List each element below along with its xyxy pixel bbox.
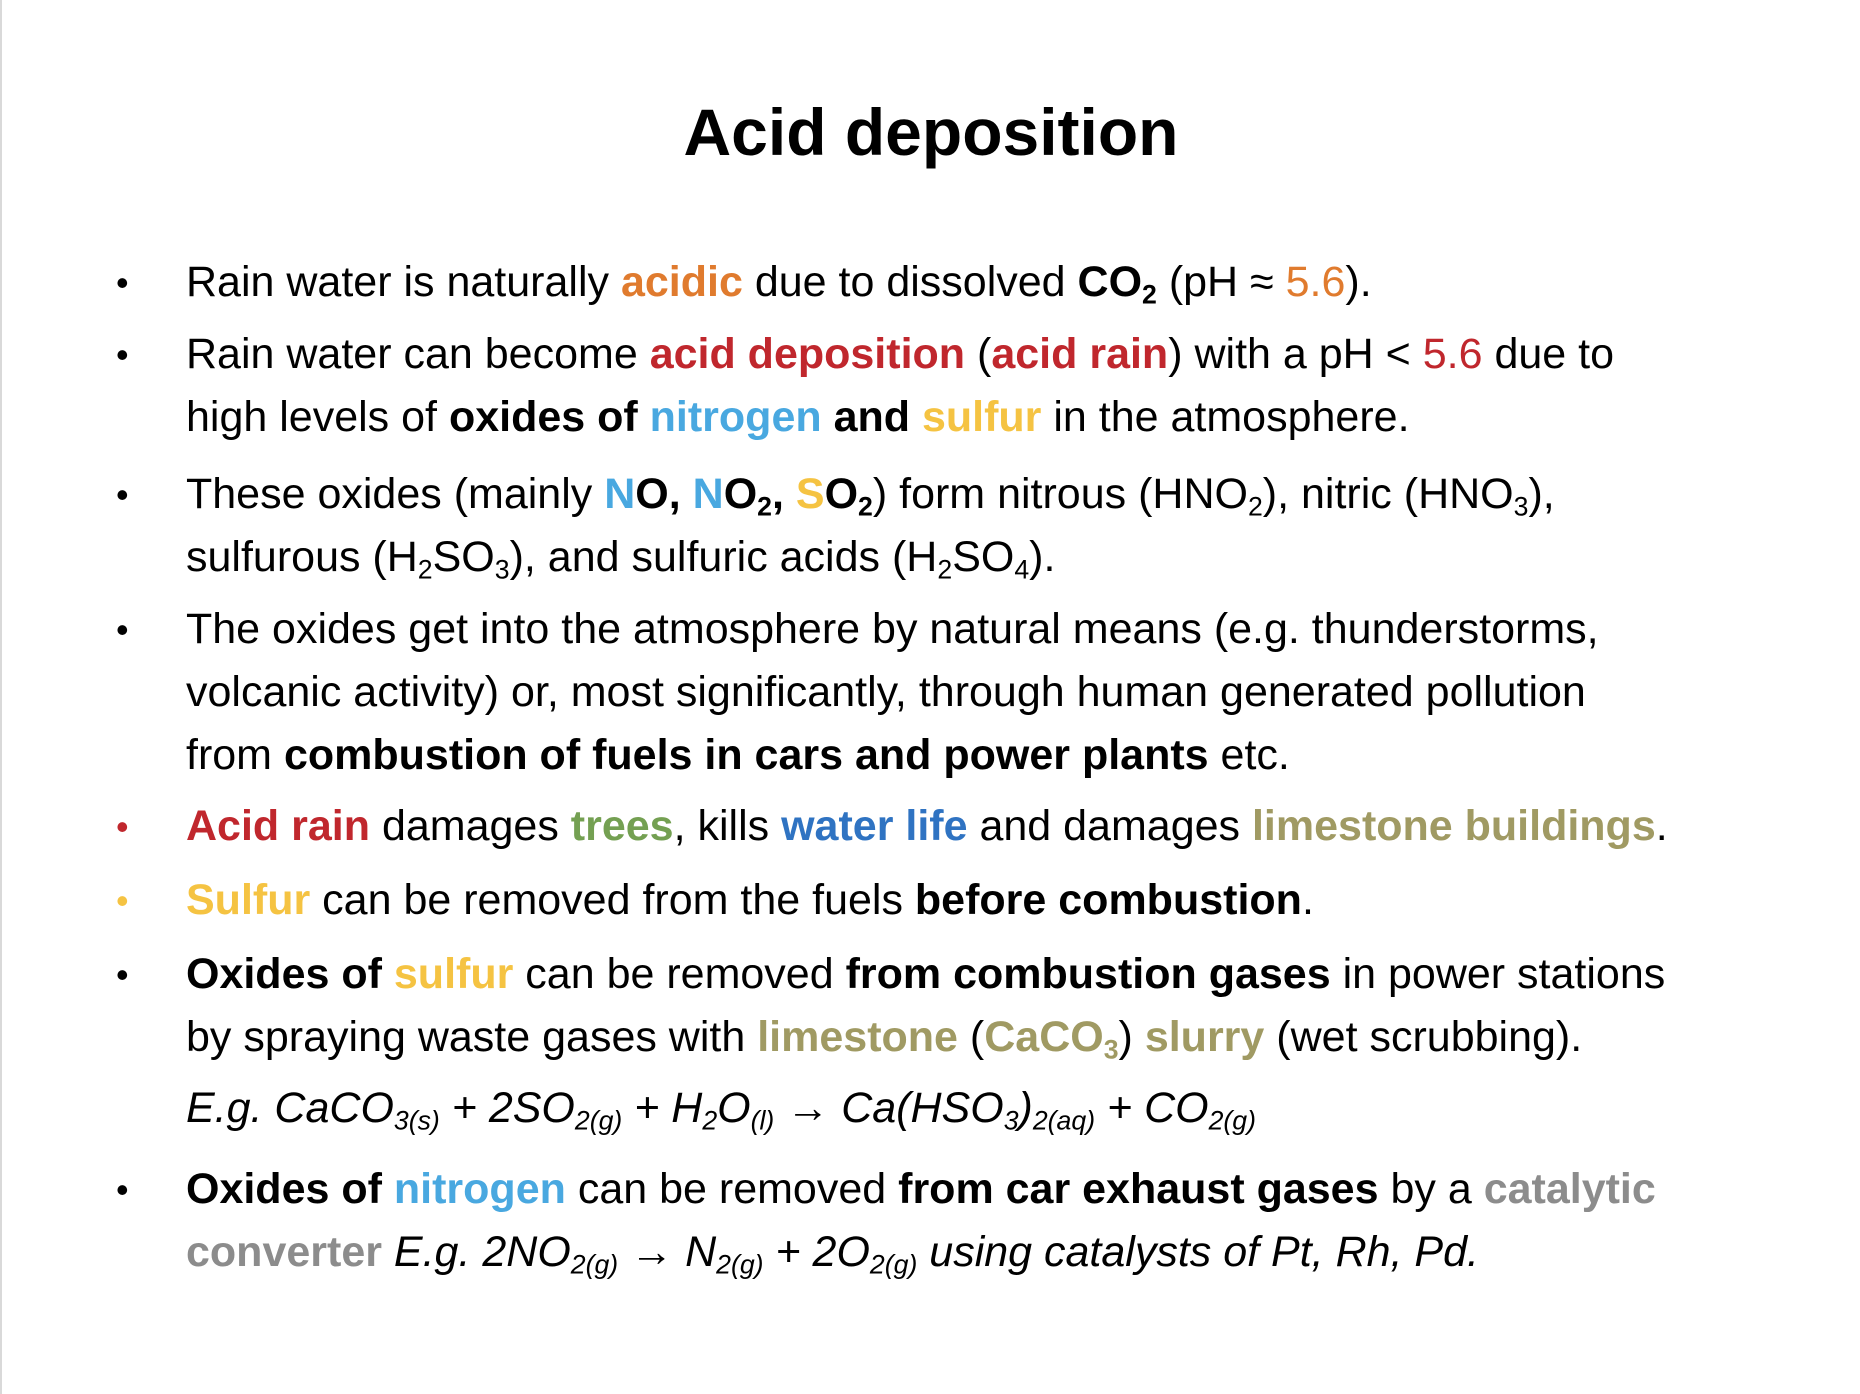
text-line: The oxides get into the atmosphere by natural means (e.g. thunderstorms,	[186, 605, 1599, 653]
text-line: Sulfur can be removed from the fuels before combustion.	[186, 876, 1314, 924]
highlight-water-life: water life	[781, 802, 968, 850]
bullet-dot: •	[116, 609, 129, 650]
text-line: sulfurous $(H_2SO_3)$, and sulfuric acids $(H_2SO_4)$.	[186, 533, 1056, 585]
text-run: ) form nitrous (HNO	[872, 470, 1248, 518]
text-line	[186, 251, 1786, 314]
text-run: ), nitric (HNO	[1262, 470, 1514, 518]
text-run: (	[965, 330, 992, 378]
bold-text: oxides of	[448, 393, 650, 441]
text-run: due to dissolved	[742, 258, 1078, 306]
formula-co2: $CO_2$	[1077, 258, 1157, 310]
text-run: due to	[1482, 330, 1614, 378]
formula-part: N	[604, 470, 636, 518]
highlight-acid-rain: Acid rain	[186, 802, 370, 850]
text-line: from combustion of fuels in cars and power plants etc.	[186, 731, 1290, 779]
bullet-item	[116, 598, 1786, 787]
highlight-converter: converter	[186, 1228, 382, 1276]
bold-text: and	[821, 393, 922, 441]
text-line	[186, 386, 1786, 449]
highlight-limestone: limestone	[757, 1013, 958, 1061]
highlight-nitrogen: nitrogen	[393, 1165, 566, 1213]
bullet-dot: •	[116, 262, 129, 303]
slide-title: Acid deposition	[683, 95, 1179, 169]
highlight-limestone-buildings: limestone buildings	[1251, 802, 1656, 850]
bold-text: Oxides of	[186, 950, 394, 998]
highlight-sulfur: Sulfur	[186, 876, 311, 924]
text-run: These oxides (mainly	[186, 470, 605, 518]
highlight-nitrogen: nitrogen	[649, 393, 822, 441]
text-run: high levels of	[186, 393, 449, 441]
highlight-catalytic: catalytic	[1483, 1165, 1656, 1213]
bullet-item	[116, 463, 1786, 589]
text-line: Oxides of nitrogen can be removed from car exhaust gases by a catalytic	[186, 1165, 1656, 1213]
equation-line: E.g. CaCO$_{3(s)}$ + $2SO_{2(g)} + H_2O_{(l)} \to Ca(HSO_3)_{2(aq)} + CO_{2(g)}$	[186, 1084, 1256, 1136]
highlight-trees: trees	[570, 802, 674, 850]
highlight-sulfur: sulfur	[393, 950, 514, 998]
text-line: by spraying waste gases with limestone (CaCO$_3$) slurry (wet scrubbing).	[186, 1013, 1583, 1065]
text-run: in the atmosphere.	[1041, 393, 1410, 441]
text-run: ),	[1528, 470, 1555, 518]
text-run: ) with a pH <	[1168, 330, 1423, 378]
text-run: Rain water is naturally	[186, 258, 621, 306]
bullet-dot: •	[116, 1169, 129, 1210]
bold-text: Oxides of	[186, 1165, 394, 1213]
formula-part: $O_2$,	[723, 470, 796, 522]
text-run: (pH ≈	[1156, 258, 1286, 306]
highlight-acid-deposition: acid deposition	[649, 330, 966, 378]
bold-text: from car exhaust gases	[898, 1165, 1379, 1213]
text-line	[186, 1221, 1786, 1284]
formula-caco3: CaCO$_3$	[984, 1013, 1119, 1065]
bold-text: before combustion	[914, 876, 1302, 924]
formula-part: $O_2$	[824, 470, 873, 522]
text-line	[186, 323, 1786, 386]
text-line: volcanic activity) or, most significantly, through human generated pollution	[186, 668, 1586, 716]
formula-part: O,	[635, 470, 693, 518]
bold-text: from combustion gases	[845, 950, 1331, 998]
ph-value: 5.6	[1422, 330, 1483, 378]
bullet-item	[116, 943, 1786, 1140]
bullet-item	[116, 323, 1786, 449]
bullet-item	[116, 251, 1786, 314]
text-line: Oxides of sulfur can be removed from combustion gases in power stations	[186, 950, 1666, 998]
bullet-item	[116, 869, 1786, 932]
formula-part: N	[692, 470, 724, 518]
bullet-item	[116, 795, 1786, 858]
ph-value: 5.6	[1285, 258, 1346, 306]
highlight-sulfur: sulfur	[921, 393, 1042, 441]
highlight-acid-rain: acid rain	[991, 330, 1169, 378]
bullet-dot: •	[116, 474, 129, 515]
text-line: Acid rain damages trees, kills water life and damages limestone buildings.	[186, 802, 1668, 850]
bold-text: combustion of fuels in cars and power plants	[283, 731, 1209, 779]
bullet-dot: •	[116, 880, 129, 921]
bullet-item	[116, 1158, 1786, 1284]
text-run: ).	[1345, 258, 1372, 306]
bullet-dot: •	[116, 954, 129, 995]
highlight-slurry: slurry	[1132, 1013, 1265, 1061]
bullet-dot: •	[116, 806, 129, 847]
highlight-acidic: acidic	[620, 258, 743, 306]
bullet-dot: •	[116, 334, 129, 375]
equation: E.g. $2NO_{2(g)} \to N_{2(g)} + 2O_{2(g)}$ using catalysts of Pt, Rh, Pd.	[381, 1228, 1479, 1280]
text-run: Rain water can become	[186, 330, 650, 378]
formula-part: S	[795, 470, 825, 518]
text-line: These oxides (mainly NO, $NO_2$, $SO_2$) form nitrous $(HNO_2)$, nitric $(HNO_3)$,	[186, 470, 1555, 522]
